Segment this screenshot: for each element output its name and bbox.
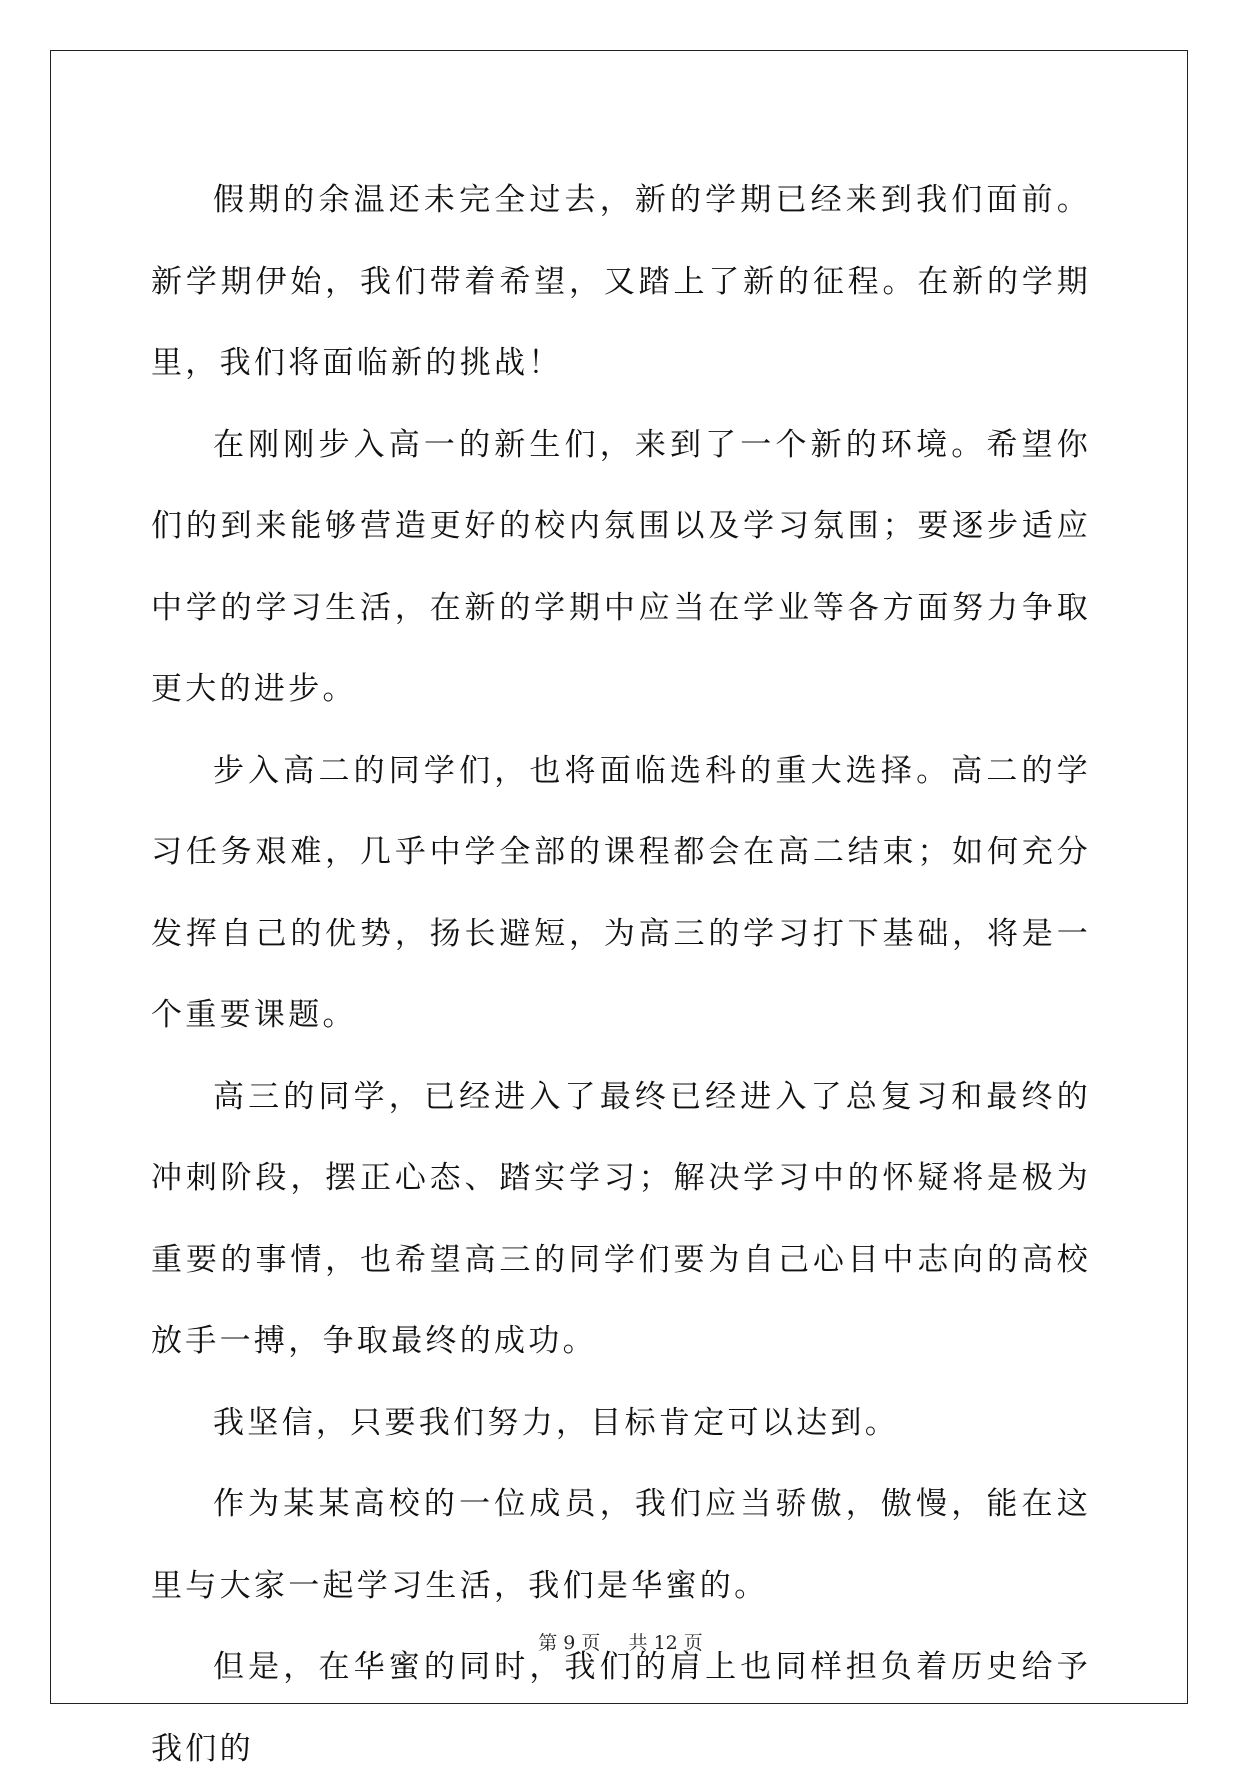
document-body xyxy=(151,160,1091,1790)
paragraph: 高三的同学，已经进入了最终已经进入了总复习和最终的冲刺阶段，摆正心态、踏实学习；解决学习中的怀疑将是极为重要的事情，也希望高三的同学们要为自己心目中志向的高校放手一搏，争取最终的成功。 xyxy=(151,1078,1091,1359)
page-number: 第 9 页 xyxy=(538,1632,601,1654)
paragraph: 步入高二的同学们，也将面临选科的重大选择。高二的学习任务艰难，几乎中学全部的课程都会在高二结束；如何充分发挥自己的优势，扬长避短，为高三的学习打下基础，将是一个重要课题。 xyxy=(151,752,1091,1033)
paragraph: 但是，在华蜜的同时，我们的肩上也同样担负着历史给予我们的 xyxy=(151,1649,1091,1767)
paragraph: 假期的余温还未完全过去，新的学期已经来到我们面前。新学期伊始，我们带着希望，又踏上了新的征程。在新的学期里，我们将面临新的挑战！ xyxy=(151,182,1091,381)
paragraph: 在刚刚步入高一的新生们，来到了一个新的环境。希望你们的到来能够营造更好的校内氛围以及学习氛围；要逐步适应中学的学习生活，在新的学期中应当在学业等各方面努力争取更大的进步。 xyxy=(151,426,1091,707)
page-total: 共 12 页 xyxy=(628,1632,703,1654)
paragraph: 我坚信，只要我们努力，目标肯定可以达到。 xyxy=(213,1404,899,1441)
paragraph: 作为某某高校的一位成员，我们应当骄傲，傲慢，能在这里与大家一起学习生活，我们是华蜜的。 xyxy=(151,1486,1091,1604)
page-footer xyxy=(0,1628,1241,1655)
